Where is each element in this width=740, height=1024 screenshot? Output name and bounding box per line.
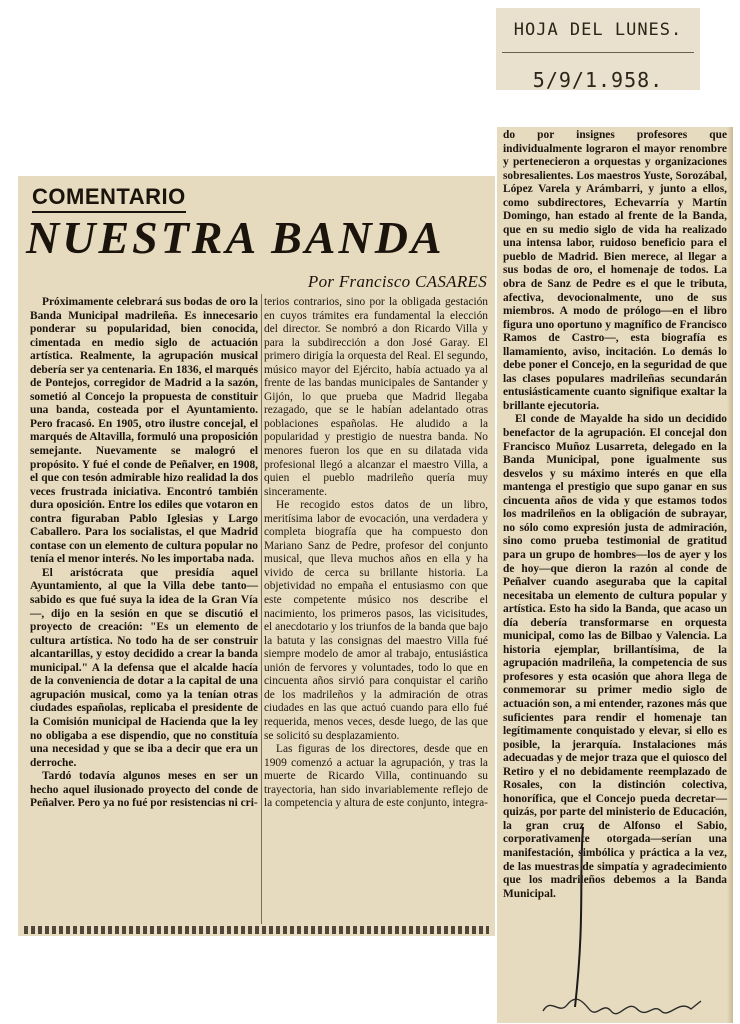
column-divider (261, 294, 262, 924)
label-divider (502, 52, 694, 53)
edge-shadow (727, 127, 733, 1023)
column-1 (30, 296, 258, 811)
paragraph: Tardó todavía algunos meses en ser un hecho aquel ilusionado proyecto del conde de Peñalver. Pero ya no fué por resistencias ni cri- (30, 770, 258, 810)
pen-stroke-icon (569, 827, 589, 1007)
paragraph: do por insignes profesores que individualmente lograron el mayor renombre y pertenecieron a orquestas y organizaciones sobresalientes. Los maestros Yuste, Sorozábal, López Varela y Arámbarri, y junto a ellos, como subdirectores, Echevarría y Martín Domingo, han estado al frente de la Banda, que en su medio siglo de vida ha realizado una intensa labor, ruidoso beneficio para el pueblo de Madrid. Bien merece, al llegar a sus bodas de oro, el homenaje de todos. La obra de Sanz de Pedre es el que le tributa, afectiva, devocionalmente, uno de sus miembros. A modo de prólogo—en el libro figura uno oportuno y magnífico de Francisco Ramos de Castro—, esta biografía es llamamiento, aviso, incitación. Lo demás lo debe poner el Concejo, en la seguridad de que las clases populares madrileñas secundarán entusiásticamente cuanto signifique exaltar la brillante ejecutoria. (503, 129, 727, 412)
paragraph: terios contrarios, sino por la obligada gestación en cuyos trámites era fundamental la elección del director. Se nombró a don Ricardo Villa y para la subdirección a don José Garay. El primero dirigía la orquesta del Real. El segundo, músico mayor del Ejército, había actuado ya al frente de las bandas municipales de Santander y Gijón, lo que prueba que Madrid llegaba rezagado, que se le habían adelantado otras poblaciones españolas. He aludido a la popularidad y prestigio de nuestra banda. No menores fueron los que en su dilatada vida profesional llegó a alcanzar el maestro Villa, a quien el pueblo madrileño quería muy sinceramente. (264, 296, 488, 498)
byline: Por Francisco CASARES (307, 272, 487, 291)
column-2 (264, 296, 488, 811)
clipping-continuation (497, 127, 733, 1023)
archive-label (496, 8, 700, 90)
column-3 (503, 129, 727, 901)
date-label: 5/9/1.958. (532, 68, 664, 92)
paragraph: Próximamente celebrará sus bodas de oro la Banda Municipal madrileña. Es innecesario ponderar su popularidad, bien conocida, cimentada en medio siglo de actuación artística. Realmente, la agrupación musical debería ser ya centenaria. En 1836, el marqués de Pontejos, corregidor de Madrid a la sazón, sometió al Concejo la propuesta de constituir una banda, costeada por el Ayuntamiento. Pero fracasó. En 1905, otro ilustre concejal, el marqués de Altavilla, formuló una proposición semejante. Nuevamente se malogró el propósito. Y fué el conde de Peñalver, en 1908, el que con tesón admirable hizo realidad la dos veces frustrada iniciativa. Encontró también dura oposición. Entre los ediles que votaron en contra figuraban Pablo Iglesias y Largo Caballero. Para los socialistas, el que Madrid contase con un elemento de cultura popular no tenía el menor interés. No les importaba nada. (30, 296, 258, 566)
paragraph: He recogido estos datos de un libro, meritísima labor de evocación, una verdadera y completa biografía que ha compuesto don Mariano Sanz de Pedre, profesor del conjunto musical, que lleva muchos años en ella y ha vivido de cerca su brillante historia. La objetividad no empaña el entusiasmo con que este competente músico nos describe el nacimiento, los primeros pasos, las vicisitudes, el anecdotario y los triunfos de la banda que bajo la batuta y las consignas del maestro Villa fué siempre modelo de amor al trabajo, entusiástica unión de fervores y voluntades, todo lo que en cincuenta años sirvió para conquistar el cariño de los madrileños y la admiración de otras ciudades en las que actuó cuando para ello fué requerida, menos veces, desde luego, de las que se solicitó su desplazamiento. (264, 499, 488, 742)
section-heading: COMENTARIO (32, 184, 186, 213)
bottom-border (24, 926, 489, 934)
clipping-main (18, 176, 495, 936)
paragraph: El conde de Mayalde ha sido un decidido benefactor de la agrupación. El concejal don Francisco Muñoz Lusarreta, delegado en la Banda Municipal, pone igualmente sus desvelos y su máximo interés en que ella mantenga el prestigio que supo ganar en sus cincuenta años de vida y que estamos todos los madrileños en la obligación de subrayar, no sólo como expresión justa de admiración, sino como prueba testimonial de gratitud para un grupo de hombres—los de ayer y los de hoy—que dieron la razón al conde de Peñalver cuando aseguraba que la capital necesitaba un elemento de cultura popular y artística. Esto ha sido la Banda, que acaso un día debería transformarse en orquesta municipal, como las de Bilbao y Valencia. La historia ejemplar, brillantísima, de la agrupación madrileña, la competencia de sus profesores y esta ocasión que ahora llega de conmemorar su primer medio siglo de actuación son, a mi entender, razones más que suficientes para rendir el homenaje tan legítimamente conquistado y elevar, si ello es posible, la jerarquía. Instalaciones más adecuadas y de mejor traza que el quiosco del Retiro y el no debidamente reemplazado de Rosales, con la distinción colectiva, honorífica, que el Concejo pueda decretar—quizás, por parte del ministerio de Educación, la gran cruz de Alfonso el Sabio, corporativamente otorgada—serían una manifestación, simbólica y práctica a la vez, de las muestras de simpatía y agradecimiento que los madrileños debemos a la Banda Municipal. (503, 413, 727, 900)
paragraph: Las figuras de los directores, desde que en 1909 comenzó a actuar la agrupación, y tras la muerte de Ricardo Villa, continuando su trayectoria, han sido invariablemente reflejo de la competencia y altura de este conjunto, integra- (264, 743, 488, 810)
source-label: HOJA DEL LUNES. (513, 20, 683, 40)
handwritten-note (541, 995, 711, 1017)
headline: NUESTRA BANDA (26, 212, 445, 263)
paragraph: El aristócrata que presidía aquel Ayuntamiento, al que la Villa debe tanto—sabido es que fué suya la idea de la Gran Vía—, dijo en la sesión en que se discutió el proyecto de creación: "Es un elemento de cultura artística. No todo ha de ser construir alcantarillas, y estoy decidido a crear la banda municipal." A la defensa que el alcalde hacía de la conveniencia de dotar a la capital de una agrupación musical, como ya la tenían otras ciudades españolas, replicaba el presidente de la Comisión municipal de Hacienda que la ley no obligaba a ese dispendio, que no constituía una necesidad y que se iba a decir que era un derroche. (30, 566, 258, 769)
